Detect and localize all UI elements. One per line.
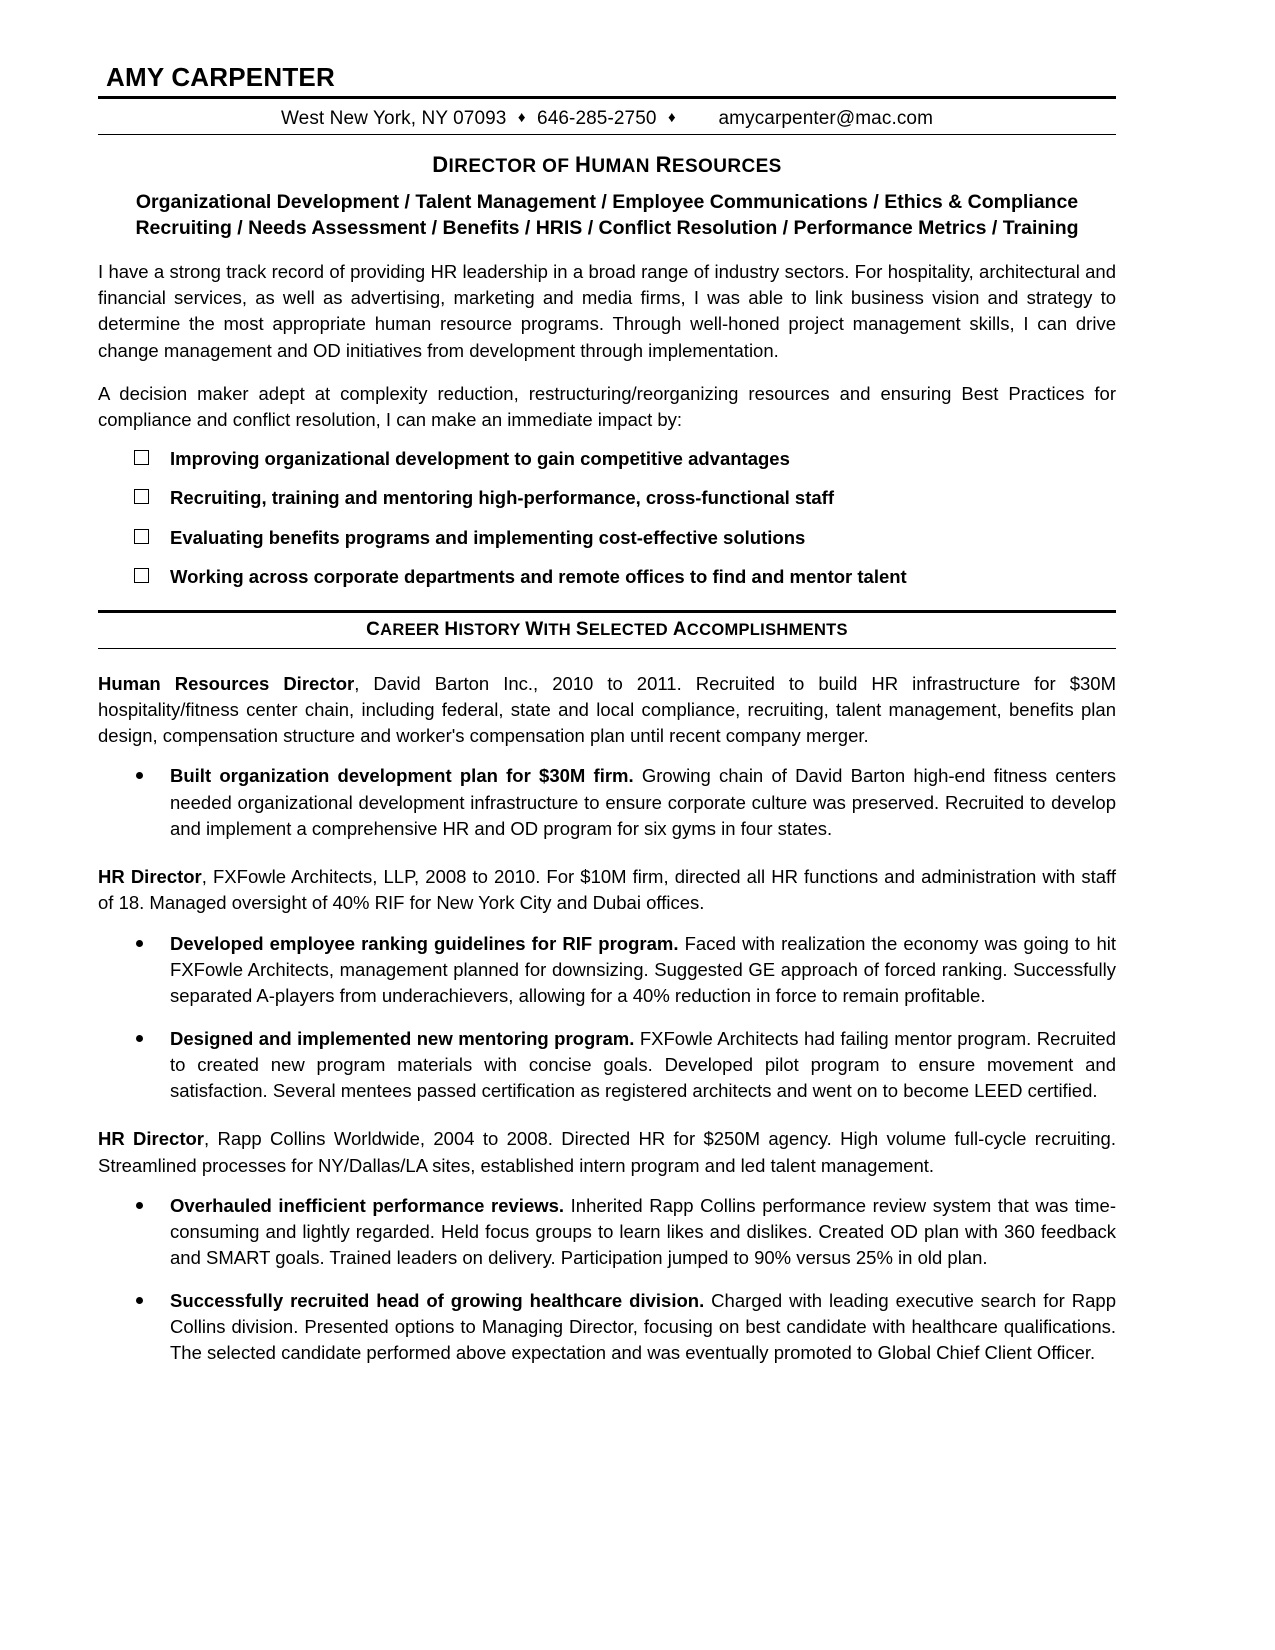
accomplishment-text: FXFowle Architects had failing mentor program. Recruited to created new program materials with concise goals. Developed pilot program to ensure movement and satisfaction. Several mentees passed certification as registered architects and went on to become LEED certified. [170, 1027, 1116, 1102]
sect-h: H [444, 618, 459, 640]
checklist-text: Evaluating benefits programs and implementing cost-effective solutions [170, 526, 806, 548]
list-item [98, 486, 1116, 510]
contact-email[interactable]: amycarpenter@mac.com [718, 108, 934, 129]
checkbox-icon [134, 529, 149, 544]
summary-paragraph-1: I have a strong track record of providing HR leadership in a broad range of industry sectors. For hospitality, architectural and financial services, as well as advertising, marketing and media firms, I was able to link business vision and strategy to determine the most appropriate human resource programs. Through well-honed project management skills, I can drive change management and OD initiatives from development through implementation. [98, 260, 1116, 361]
impact-checklist [98, 447, 1116, 588]
contact-line [98, 99, 1116, 134]
title-r: R [655, 152, 672, 177]
bullet-icon [136, 940, 143, 947]
title-h: H [575, 152, 592, 177]
checklist-text: Recruiting, training and mentoring high-performance, cross-functional staff [170, 487, 834, 509]
accomplishment-lead: Developed employee ranking guidelines for RIF program. [170, 932, 679, 954]
list-item [98, 931, 1116, 1010]
resume-content [98, 62, 1116, 1382]
job-accomplishments [98, 763, 1116, 842]
bullet-icon [136, 1297, 143, 1304]
job-detail: , Rapp Collins Worldwide, 2004 to 2008. Directed HR for $250M agency. High volume full-cycle recruiting. Streamlined processes for NY/Dallas/LA sites, established intern program and led talent management. [98, 1128, 1116, 1176]
job-entry [98, 864, 1116, 1104]
specialties-line-2: Recruiting / Needs Assessment / Benefits / HRIS / Conflict Resolution / Performance Metrics / Training [135, 216, 1079, 239]
title-esources: ESOURCES [671, 156, 782, 177]
sect-s: S [575, 618, 589, 640]
accomplishment-lead: Built organization development plan for $30M firm. [170, 765, 634, 787]
sect-elected: ELECTED [588, 620, 673, 639]
summary-paragraph-2: A decision maker adept at complexity reduction, restructuring/reorganizing resources and ensuring Best Practices for compliance and conflict resolution, I can make an immediate impact by: [98, 382, 1116, 431]
section-rule-bottom [98, 648, 1116, 649]
header-name [98, 62, 1116, 96]
sect-areer: AREER [380, 620, 445, 639]
specialties-block [98, 190, 1116, 242]
list-item [98, 763, 1116, 842]
candidate-name: AMY CARPENTER [106, 62, 335, 92]
bullet-icon [136, 1035, 143, 1042]
career-history-section [98, 610, 1116, 649]
accomplishment-text: Faced with realization the economy was going to hit FXFowle Architects, management planned for downsizing. Suggested GE approach of forced ranking. Successfully separated A-players from underachievers, allowing for a 40% reduction in force to remain profitable. [170, 932, 1116, 1007]
list-item [98, 1288, 1116, 1367]
contact-location: West New York, NY 07093 [280, 108, 507, 129]
sect-istory: ISTORY [458, 620, 526, 639]
list-item [98, 447, 1116, 471]
job-heading [98, 671, 1116, 750]
accomplishment-text: Inherited Rapp Collins performance review system that was time-consuming and lightly regarded. Held focus groups to learn likes and dislikes. Created OD plan with 360 feedback and SMART goals. Trained leaders on delivery. Participation jumped to 90% versus 25% in old plan. [170, 1194, 1116, 1269]
sect-c: C [366, 618, 381, 640]
title-d: D [432, 152, 449, 177]
checklist-text: Working across corporate departments and remote offices to find and mentor talent [170, 565, 907, 587]
job-title: HR Director [98, 866, 202, 888]
checkbox-icon [134, 568, 149, 583]
job-title: HR Director [98, 1128, 204, 1150]
sect-w: W [525, 618, 544, 640]
accomplishment-lead: Designed and implemented new mentoring program. [170, 1027, 635, 1049]
checklist-text: Improving organizational development to gain competitive advantages [170, 448, 790, 470]
header-rule-bottom [98, 134, 1116, 135]
checkbox-icon [134, 489, 149, 504]
list-item [98, 526, 1116, 550]
accomplishment-text: Charged with leading executive search for Rapp Collins division. Presented options to Managing Director, focusing on best candidate with healthcare qualifications. The selected candidate performed above expectation and was eventually promoted to Global Chief Client Officer. [170, 1289, 1116, 1364]
accomplishment-lead: Successfully recruited head of growing healthcare division. [170, 1289, 705, 1311]
list-item [98, 1193, 1116, 1272]
section-title [98, 613, 1116, 648]
list-item [98, 565, 1116, 589]
diamond-icon-2: ♦ [667, 109, 676, 126]
title-uman: UMAN [591, 156, 656, 177]
bullet-icon [136, 1202, 143, 1209]
target-job-title [98, 152, 1116, 178]
bullet-icon [136, 772, 143, 779]
diamond-icon: ♦ [517, 109, 526, 126]
list-item [98, 1026, 1116, 1105]
contact-phone: 646-285-2750 [537, 108, 657, 129]
accomplishment-text: Growing chain of David Barton high-end fitness centers needed organizational development infrastructure to ensure corporate culture was preserved. Recruited to develop and implement a comprehensive HR and OD program for six gyms in four states. [170, 765, 1116, 839]
job-detail: , FXFowle Architects, LLP, 2008 to 2010. For $10M firm, directed all HR functions and administration with staff of 18. Managed oversight of 40% RIF for New York City and Dubai offices. [98, 866, 1116, 914]
specialties-line-1: Organizational Development / Talent Management / Employee Communications / Ethics & Compliance [135, 191, 1079, 213]
sect-ith: ITH [543, 620, 576, 639]
job-entry [98, 1126, 1116, 1366]
title-irector-of: IRECTOR OF [448, 156, 576, 177]
job-heading [98, 864, 1116, 917]
job-accomplishments [98, 931, 1116, 1105]
accomplishment-lead: Overhauled inefficient performance reviews. [170, 1194, 565, 1216]
sect-ccomplishments: CCOMPLISHMENTS [686, 620, 848, 639]
job-entry [98, 671, 1116, 843]
job-detail: , David Barton Inc., 2010 to 2011. Recruited to build HR infrastructure for $30M hospitality/fitness center chain, including federal, state and local compliance, recruiting, talent management, benefits plan design, compensation structure and worker's compensation plan until recent company merger. [98, 672, 1116, 747]
job-accomplishments [98, 1193, 1116, 1367]
job-heading [98, 1126, 1116, 1179]
job-title: Human Resources Director [98, 672, 355, 694]
sect-a: A [672, 618, 687, 640]
checkbox-icon [134, 450, 149, 465]
